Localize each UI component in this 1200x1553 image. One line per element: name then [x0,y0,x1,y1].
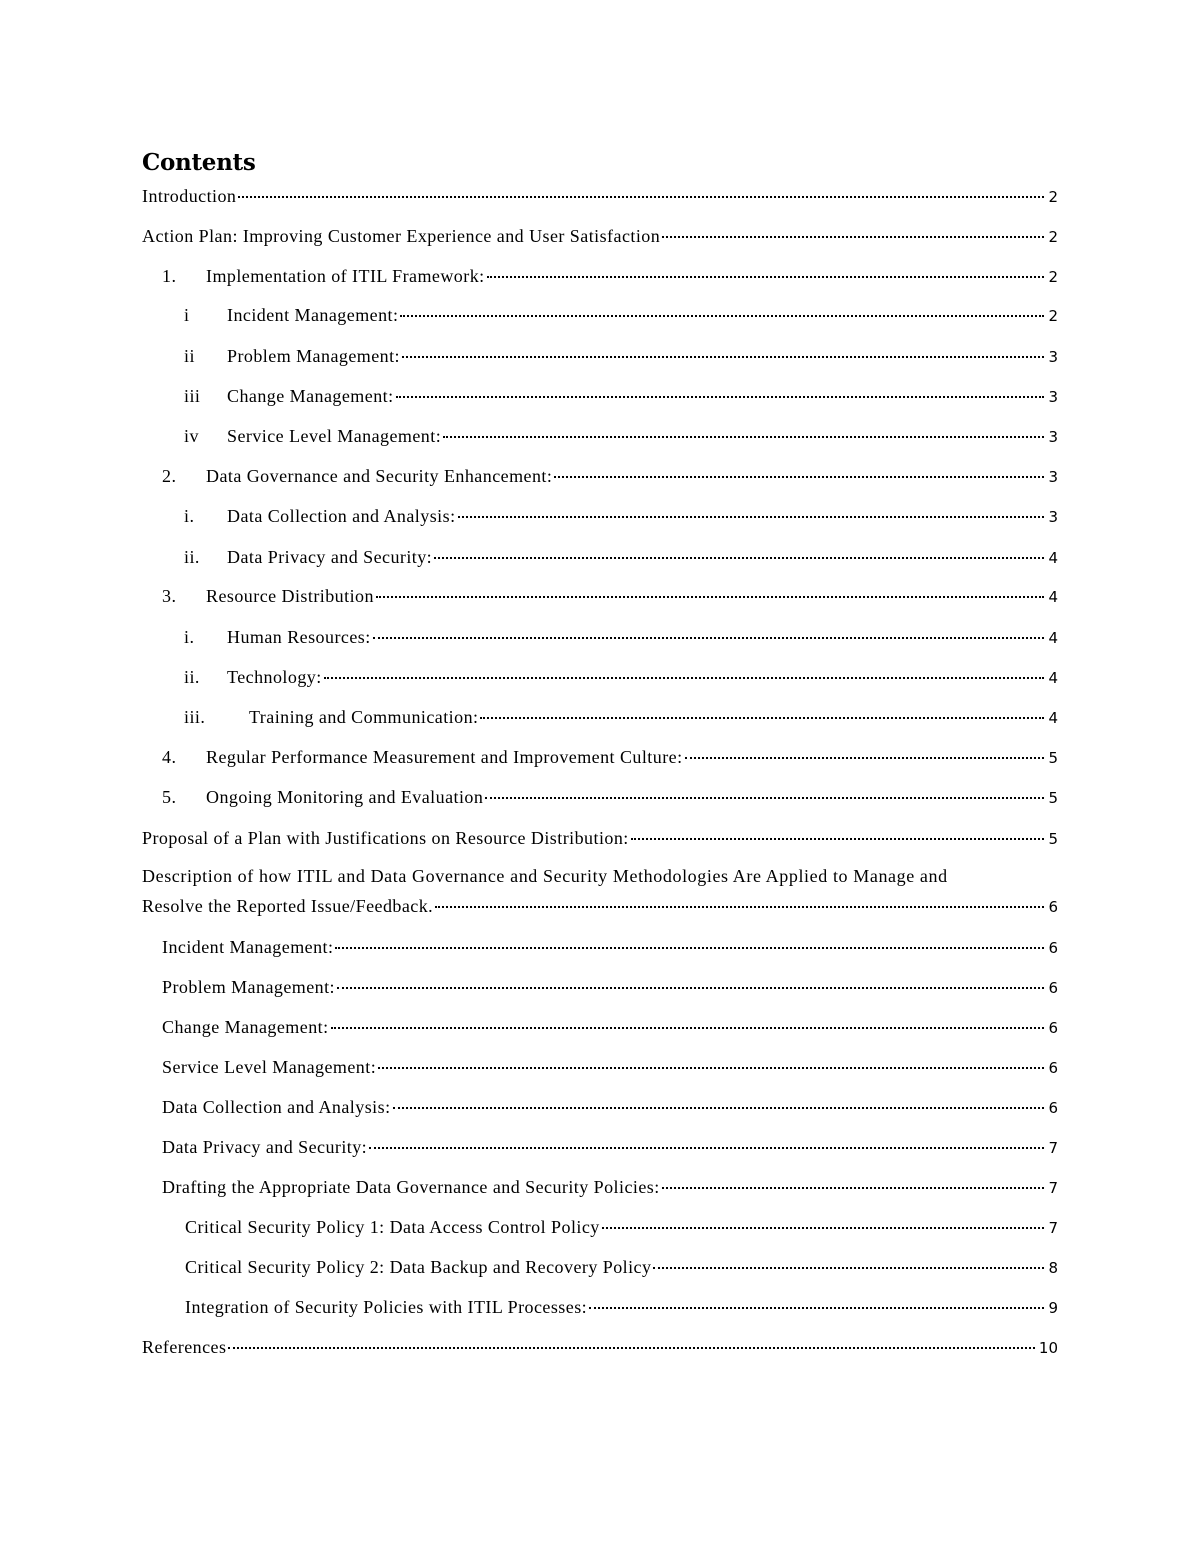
toc-entry-title: Introduction [142,186,237,206]
toc-entry-number: iii [184,386,201,406]
toc-entry-title: Problem Management: [162,977,336,997]
dot-leader [376,596,1045,598]
toc-page-number: 4 [1048,669,1058,687]
toc-entry-title: Incident Management: [227,305,399,325]
toc-entry-title: Data Privacy and Security: [227,547,433,567]
toc-page-number: 7 [1048,1139,1058,1157]
toc-entry-data-privacy-2[interactable] [162,1135,1058,1159]
toc-entry-title: Resource Distribution [206,586,374,606]
toc-entry-resource-distribution[interactable] [162,584,1058,608]
toc-entry-number: 1. [162,266,177,286]
dot-leader [631,838,1045,840]
dot-leader [443,436,1044,438]
toc-entry-second-line [142,894,1058,919]
toc-entry-references[interactable] [142,1335,1058,1359]
toc-entry-number: 2. [162,466,177,486]
dot-leader [402,356,1044,358]
dot-leader [393,1107,1045,1109]
toc-page-number: 7 [1048,1219,1058,1237]
toc-entry-number: iii. [184,707,206,727]
toc-page-number: 6 [1048,898,1058,916]
toc-entry-incident-management[interactable] [184,303,1058,327]
toc-page-number: 2 [1048,188,1058,206]
toc-page-number: 3 [1048,388,1058,406]
toc-entry-title: Implementation of ITIL Framework: [206,266,485,286]
dot-leader [335,947,1044,949]
dot-leader [485,797,1044,799]
toc-entry-change-management[interactable] [184,384,1058,408]
dot-leader [324,677,1045,679]
toc-entry-title: Proposal of a Plan with Justifications on Resource Distribution: [142,828,629,848]
toc-entry-title: Change Management: [227,386,394,406]
toc-entry-title: Human Resources: [227,627,371,647]
dot-leader [435,906,1044,908]
toc-entry-introduction[interactable] [142,184,1058,208]
toc-entry-service-level-management-2[interactable] [162,1055,1058,1079]
dot-leader [400,315,1044,317]
toc-entry-number: ii. [184,547,200,567]
toc-entry-training-communication[interactable] [184,705,1058,729]
toc-page-number: 6 [1048,1059,1058,1077]
dot-leader [238,196,1044,198]
toc-page-number: 5 [1048,789,1058,807]
toc-page-number: 3 [1048,468,1058,486]
toc-entry-number: ii. [184,667,200,687]
toc-entry-title: Drafting the Appropriate Data Governance and Security Policies: [162,1177,660,1197]
dot-leader [589,1307,1044,1309]
dot-leader [602,1227,1045,1229]
toc-entry-number: i. [184,627,195,647]
dot-leader [373,637,1045,639]
toc-entry-problem-management-2[interactable] [162,975,1058,999]
toc-entry-number: i [184,305,190,325]
toc-entry-change-management-2[interactable] [162,1015,1058,1039]
toc-page-number: 6 [1048,1099,1058,1117]
toc-entry-incident-management-2[interactable] [162,935,1058,959]
toc-heading: Contents [142,149,256,176]
toc-page-number: 4 [1048,549,1058,567]
toc-entry-ongoing-monitoring[interactable] [162,785,1058,809]
toc-entry-title: Data Collection and Analysis: [162,1097,391,1117]
dot-leader [480,717,1044,719]
toc-page-number: 3 [1048,428,1058,446]
toc-entry-title: Data Governance and Security Enhancement: [206,466,553,486]
dot-leader [434,557,1044,559]
toc-entry-number: i. [184,506,195,526]
toc-page-number: 5 [1048,830,1058,848]
toc-entry-number: ii [184,346,195,366]
toc-entry-data-collection[interactable] [184,504,1058,528]
dot-leader [487,276,1045,278]
toc-entry-title: Problem Management: [227,346,401,366]
toc-entry-title: Data Collection and Analysis: [227,506,456,526]
toc-entry-title: References [142,1337,227,1357]
toc-entry-data-governance[interactable] [162,464,1058,488]
dot-leader [369,1147,1044,1149]
dot-leader [554,476,1044,478]
toc-entry-title: Service Level Management: [227,426,442,446]
toc-page-number: 6 [1048,939,1058,957]
toc-entry-description[interactable] [142,864,1058,918]
dot-leader [331,1027,1045,1029]
toc-page-number: 6 [1048,1019,1058,1037]
toc-entry-title: Change Management: [162,1017,329,1037]
toc-page-number: 4 [1048,588,1058,606]
toc-entry-title: Training and Communication: [249,707,479,727]
toc-page-number: 9 [1048,1299,1058,1317]
toc-entry-data-collection-2[interactable] [162,1095,1058,1119]
toc-entry-title: Ongoing Monitoring and Evaluation [206,787,484,807]
toc-page-number: 2 [1048,268,1058,286]
toc-entry-proposal[interactable] [142,826,1058,850]
toc-entry-title-line2: Resolve the Reported Issue/Feedback. [142,896,434,916]
toc-entry-technology[interactable] [184,665,1058,689]
toc-entry-policy-access-control[interactable] [185,1215,1058,1239]
toc-entry-title: Critical Security Policy 2: Data Backup and Recovery Policy [185,1257,652,1277]
toc-entry-problem-management[interactable] [184,344,1058,368]
dot-leader [337,987,1044,989]
toc-entry-title-line1: Description of how ITIL and Data Governance and Security Methodologies Are Applied to Manage and [142,866,948,886]
toc-page-number: 2 [1048,228,1058,246]
toc-page-number: 4 [1048,629,1058,647]
toc-entry-drafting-policies[interactable] [162,1175,1058,1199]
toc-page-number: 3 [1048,348,1058,366]
dot-leader [662,1187,1045,1189]
toc-page-number: 2 [1048,307,1058,325]
dot-leader [685,757,1045,759]
toc-entry-number: 4. [162,747,177,767]
dot-leader [228,1347,1034,1349]
toc-entry-itil-framework[interactable] [162,264,1058,288]
toc-entry-title: Regular Performance Measurement and Improvement Culture: [206,747,683,767]
toc-page-number: 3 [1048,508,1058,526]
toc-entry-title: Data Privacy and Security: [162,1137,368,1157]
toc-entry-title: Integration of Security Policies with ITIL Processes: [185,1297,588,1317]
toc-entry-title-block [142,864,1058,919]
dot-leader [378,1067,1044,1069]
dot-leader [653,1267,1044,1269]
toc-page-number: 7 [1048,1179,1058,1197]
toc-entry-title: Service Level Management: [162,1057,377,1077]
toc-page-number: 4 [1048,709,1058,727]
toc-entry-title: Action Plan: Improving Customer Experience and User Satisfaction [142,226,661,246]
toc-entry-policy-backup-recovery[interactable] [185,1255,1058,1279]
toc-entry-service-level-management[interactable] [184,424,1058,448]
dot-leader [458,516,1045,518]
dot-leader [662,236,1044,238]
toc-page-number: 10 [1038,1339,1058,1357]
toc-entry-data-privacy[interactable] [184,545,1058,569]
toc-entry-title: Incident Management: [162,937,334,957]
toc-entry-title: Critical Security Policy 1: Data Access Control Policy [185,1217,600,1237]
toc-entry-number: 5. [162,787,177,807]
toc-entry-action-plan[interactable] [142,224,1058,248]
toc-entry-title: Technology: [227,667,322,687]
toc-entry-performance-measurement[interactable] [162,745,1058,769]
dot-leader [396,396,1045,398]
toc-entry-number: 3. [162,586,177,606]
toc-page-number: 6 [1048,979,1058,997]
toc-entry-number: iv [184,426,199,446]
toc-page-number: 8 [1048,1259,1058,1277]
toc-entry-human-resources[interactable] [184,625,1058,649]
toc-entry-policy-integration[interactable] [185,1295,1058,1319]
toc-page-number: 5 [1048,749,1058,767]
